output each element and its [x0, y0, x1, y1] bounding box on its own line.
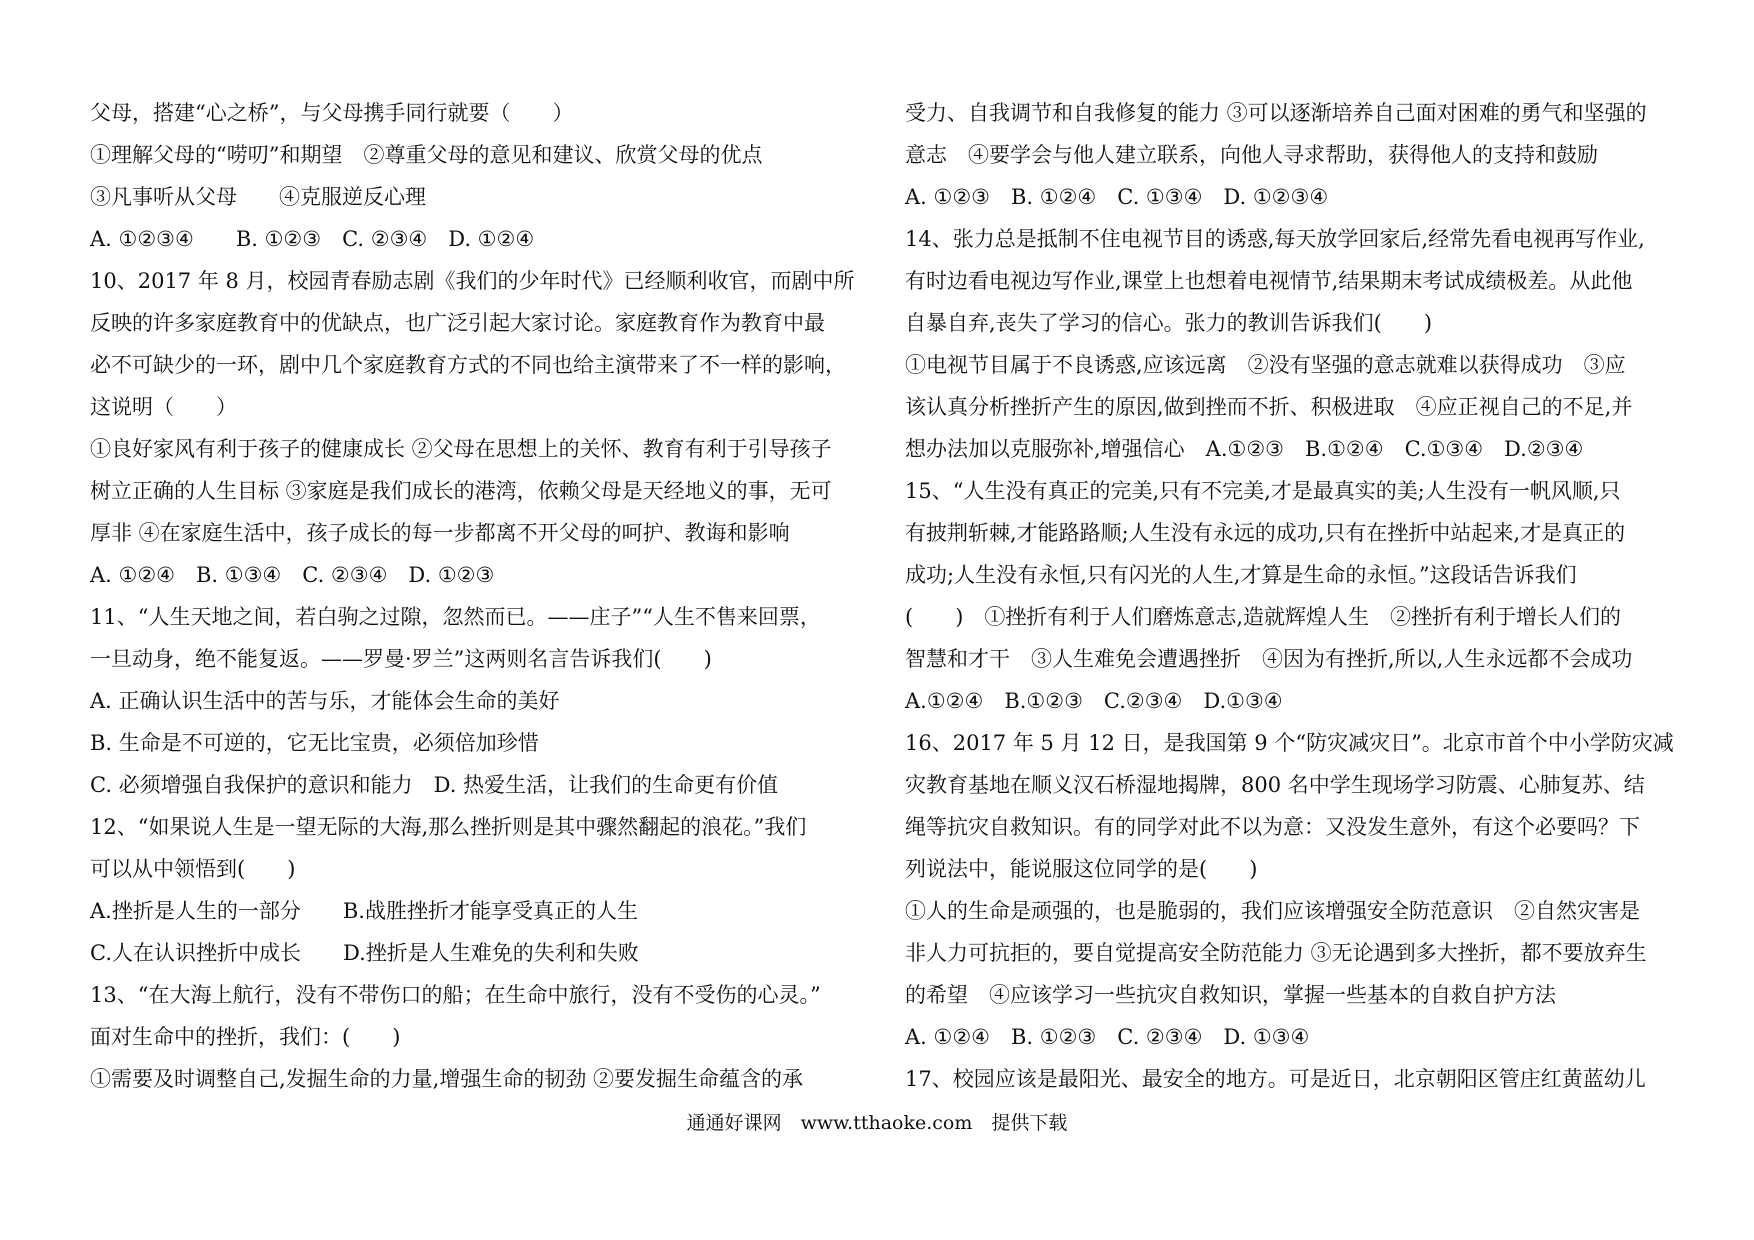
text-line: A. ①②③④ B. ①②③ C. ②③④ D. ①②④ — [90, 227, 535, 251]
text-line: ①理解父母的“唠叨”和期望 ②尊重父母的意见和建议、欣赏父母的优点 — [90, 143, 763, 167]
text-line: A. ①②③ B. ①②④ C. ①③④ D. ①②③④ — [905, 185, 1329, 209]
text-line: 可以从中领悟到( ) — [90, 857, 296, 881]
text-line: A. 正确认识生活中的苦与乐，才能体会生命的美好 — [90, 689, 560, 713]
text-line: 灾教育基地在顺义汉石桥湿地揭牌，800 名中学生现场学习防震、心肺复苏、结 — [905, 773, 1645, 797]
text-line: 成功;人生没有永恒,只有闪光的人生,才算是生命的永恒。”这段话告诉我们 — [905, 563, 1577, 587]
text-line: ①良好家风有利于孩子的健康成长 ②父母在思想上的关怀、教育有利于引导孩子 — [90, 437, 832, 461]
text-line: ( ) ①挫折有利于人们磨炼意志,造就辉煌人生 ②挫折有利于增长人们的 — [905, 605, 1622, 629]
text-line: 反映的许多家庭教育中的优缺点，也广泛引起大家讨论。家庭教育作为教育中最 — [90, 311, 825, 335]
text-line: 12、“如果说人生是一望无际的大海,那么挫折则是其中骤然翻起的浪花。”我们 — [90, 815, 807, 839]
text-line: ①人的生命是顽强的，也是脆弱的，我们应该增强安全防范意识 ②自然灾害是 — [905, 899, 1640, 923]
text-line: 16、2017 年 5 月 12 日，是我国第 9 个“防灾减灾日”。北京市首个中小学防灾减 — [905, 731, 1674, 755]
text-line: B. 生命是不可逆的，它无比宝贵，必须倍加珍惜 — [90, 731, 539, 755]
text-line: C.人在认识挫折中成长 D.挫折是人生难免的失利和失败 — [90, 941, 639, 965]
text-line: 自暴自弃,丧失了学习的信心。张力的教训告诉我们( ) — [905, 311, 1433, 335]
text-line: 父母，搭建“心之桥”，与父母携手同行就要（ ） — [90, 101, 574, 125]
text-line: 17、校园应该是最阳光、最安全的地方。可是近日，北京朝阳区管庄红黄蓝幼儿 — [905, 1067, 1646, 1091]
text-line: A.①②④ B.①②③ C.②③④ D.①③④ — [905, 689, 1283, 713]
text-line: 一旦动身，绝不能复返。——罗曼·罗兰”这两则名言告诉我们( ) — [90, 647, 712, 671]
text-line: 的希望 ④应该学习一些抗灾自救知识，掌握一些基本的自救自护方法 — [905, 983, 1556, 1007]
text-line: A.挫折是人生的一部分 B.战胜挫折才能享受真正的人生 — [90, 899, 638, 923]
text-line: C. 必须增强自我保护的意识和能力 D. 热爱生活，让我们的生命更有价值 — [90, 773, 779, 797]
text-line: ①需要及时调整自己,发掘生命的力量,增强生命的韧劲 ②要发掘生命蕴含的承 — [90, 1067, 804, 1091]
text-line: 意志 ④要学会与他人建立联系，向他人寻求帮助，获得他人的支持和鼓励 — [905, 143, 1598, 167]
text-line: 厚非 ④在家庭生活中，孩子成长的每一步都离不开父母的呵护、教诲和影响 — [90, 521, 790, 545]
text-line: 受力、自我调节和自我修复的能力 ③可以逐渐培养自己面对困难的勇气和坚强的 — [905, 101, 1647, 125]
text-line: 有披荆斩棘,才能路路顺;人生没有永远的成功,只有在挫折中站起来,才是真正的 — [905, 521, 1626, 545]
text-line: 树立正确的人生目标 ③家庭是我们成长的港湾，依赖父母是天经地义的事，无可 — [90, 479, 832, 503]
text-line: 面对生命中的挫折，我们：( ) — [90, 1025, 401, 1049]
left-column — [90, 92, 870, 1100]
text-line: 14、张力总是抵制不住电视节目的诱惑,每天放学回家后,经常先看电视再写作业, — [905, 227, 1645, 251]
text-line: A. ①②④ B. ①③④ C. ②③④ D. ①②③ — [90, 563, 495, 587]
text-line: ①电视节目属于不良诱惑,应该远离 ②没有坚强的意志就难以获得成功 ③应 — [905, 353, 1626, 377]
text-line: ③凡事听从父母 ④克服逆反心理 — [90, 185, 426, 209]
text-line: 有时边看电视边写作业,课堂上也想着电视情节,结果期末考试成绩极差。从此他 — [905, 269, 1633, 293]
right-column — [905, 92, 1685, 1100]
text-line: 13、“在大海上航行，没有不带伤口的船；在生命中旅行，没有不受伤的心灵。” — [90, 983, 821, 1007]
text-line: 11、“人生天地之间，若白驹之过隙，忽然而已。——庄子”“人生不售来回票， — [90, 605, 821, 629]
text-line: 智慧和才干 ③人生难免会遭遇挫折 ④因为有挫折,所以,人生永远都不会成功 — [905, 647, 1633, 671]
text-line: 10、2017 年 8 月，校园青春励志剧《我们的少年时代》已经顺利收官，而剧中所 — [90, 269, 855, 293]
text-line: 非人力可抗拒的，要自觉提高安全防范能力 ③无论遇到多大挫折，都不要放弃生 — [905, 941, 1647, 965]
text-line: A. ①②④ B. ①②③ C. ②③④ D. ①③④ — [905, 1025, 1310, 1049]
text-line: 15、“人生没有真正的完美,只有不完美,才是最真实的美;人生没有一帆风顺,只 — [905, 479, 1621, 503]
text-line: 绳等抗灾自救知识。有的同学对此不以为意：又没发生意外，有这个必要吗？下 — [905, 815, 1640, 839]
text-line: 这说明（ ） — [90, 395, 237, 419]
text-line: 想办法加以克服弥补,增强信心 A.①②③ B.①②④ C.①③④ D.②③④ — [905, 437, 1584, 461]
text-line: 该认真分析挫折产生的原因,做到挫而不折、积极进取 ④应正视自己的不足,并 — [905, 395, 1633, 419]
text-line: 列说法中，能说服这位同学的是( ) — [905, 857, 1258, 881]
page-footer: 通通好课网 www.tthaoke.com 提供下载 — [686, 1112, 1068, 1134]
text-line: 必不可缺少的一环，剧中几个家庭教育方式的不同也给主演带来了不一样的影响， — [90, 353, 846, 377]
